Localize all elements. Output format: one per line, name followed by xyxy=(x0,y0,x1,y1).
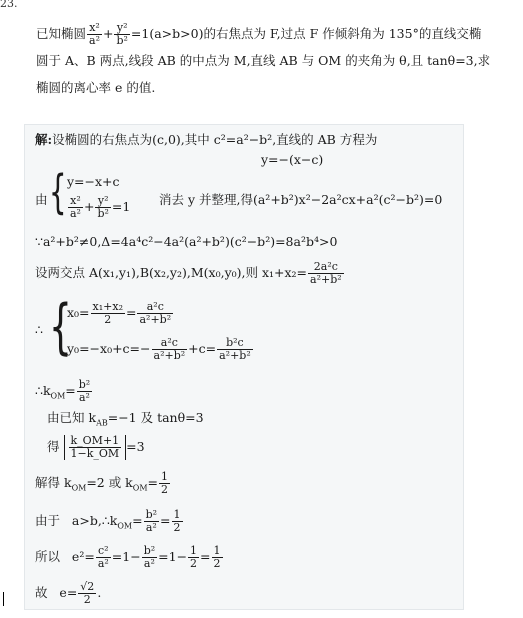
midpoint-x: x₀= $\frac{\text{x₁+x₂}}{2}$ = $\frac{\text{a²c}}{\text{a²+b²}}$ xyxy=(67,300,172,326)
therefore-sign: ∴ xyxy=(35,322,43,337)
known-slope-line: 由已知 $k_{AB}=-1$ 及 tanθ=3 xyxy=(47,410,204,428)
problem-line-3: 椭圆的离心率 e 的值. xyxy=(36,80,156,95)
system-top: y=−x+c xyxy=(67,174,120,189)
final-answer: 故 e= $\frac{√2}{2}$ . xyxy=(35,580,102,606)
solve-line: 解得 $k_{OM}=2$ 或 $k_{OM}=$ $\frac{1}{2}$ xyxy=(35,470,168,496)
slope-om: $\therefore k_{OM}=$ $\frac{\text{b²}}{\text{a²}}$ xyxy=(35,378,91,404)
left-brace-2: { xyxy=(49,292,72,362)
midpoint-y: y₀=−x₀+c=− $\frac{\text{a²c}}{\text{a²+b²}}$ +c= $\frac{\text{b²c}}{\text{a²+b²}}$ xyxy=(67,336,251,362)
eccentricity-squared: 所以 e²= $\frac{\text{c²}}{\text{a²}}$ =1− $\frac{\text{b²}}{\text{a²}}$ =1− $\frac{1}{2}$ = $\frac{1}{2}$ xyxy=(35,544,221,570)
ellipse-y-fraction: $\frac{\text{y²}}{\text{b²}}$ xyxy=(116,21,128,47)
solution-line-1: 解:设椭圆的右焦点为(c,0),其中 c²=a²−b²,直线的 AB 方程为 xyxy=(35,132,378,147)
problem-line-1: 已知椭圆 $\frac{\text{x²}}{\text{a²}}$ + $\frac{\text{y²}}{\text{b²}}$ =1(a>b>0)的右焦点为 F,过点 F 作倾斜角为 135°的直线交椭 xyxy=(36,21,482,47)
solution-box xyxy=(24,124,464,610)
solution-line-2: y=−(x−c) xyxy=(261,152,324,167)
problem-line-2: 圆于 A、B 两点,线段 AB 的中点为 M,直线 AB 与 OM 的夹角为 θ,且 tanθ=3,求 xyxy=(36,53,491,68)
left-brace-1: { xyxy=(49,165,67,219)
solution-label: 解: xyxy=(35,132,53,147)
solution-line-4: ∵a²+b²≠0,Δ=4a⁴c²−4a²(a²+b²)(c²−b²)=8a²b⁴>0 xyxy=(35,234,338,249)
system-prefix: 由 xyxy=(35,192,48,207)
since-line: 由于 $a>b,\therefore k_{OM}=$ $\frac{\text{b²}}{\text{a²}}$ = $\frac{1}{2}$ xyxy=(35,508,181,534)
system-result: 消去 y 并整理,得(a²+b²)x²−2a²cx+a²(c²−b²)=0 xyxy=(159,192,443,207)
problem-number: 23. xyxy=(0,0,18,10)
solution-line-5: 设两交点 A(x₁,y₁),B(x₂,y₂),M(x₀,y₀),则 x₁+x₂= $\frac{\text{2a²c}}{\text{a²+b²}}$ xyxy=(35,260,342,286)
system-bottom: $\frac{\text{x²}}{\text{a²}}$ + $\frac{\text{y²}}{\text{b²}}$ =1 xyxy=(70,194,131,220)
text-cursor xyxy=(3,592,4,606)
problem-statement xyxy=(36,20,516,101)
ellipse-x-fraction: $\frac{\text{x²}}{\text{a²}}$ xyxy=(89,21,100,47)
tan-equation: 得 $\frac{k\_OM+1}{1-k\_OM}$ =3 xyxy=(47,434,145,460)
